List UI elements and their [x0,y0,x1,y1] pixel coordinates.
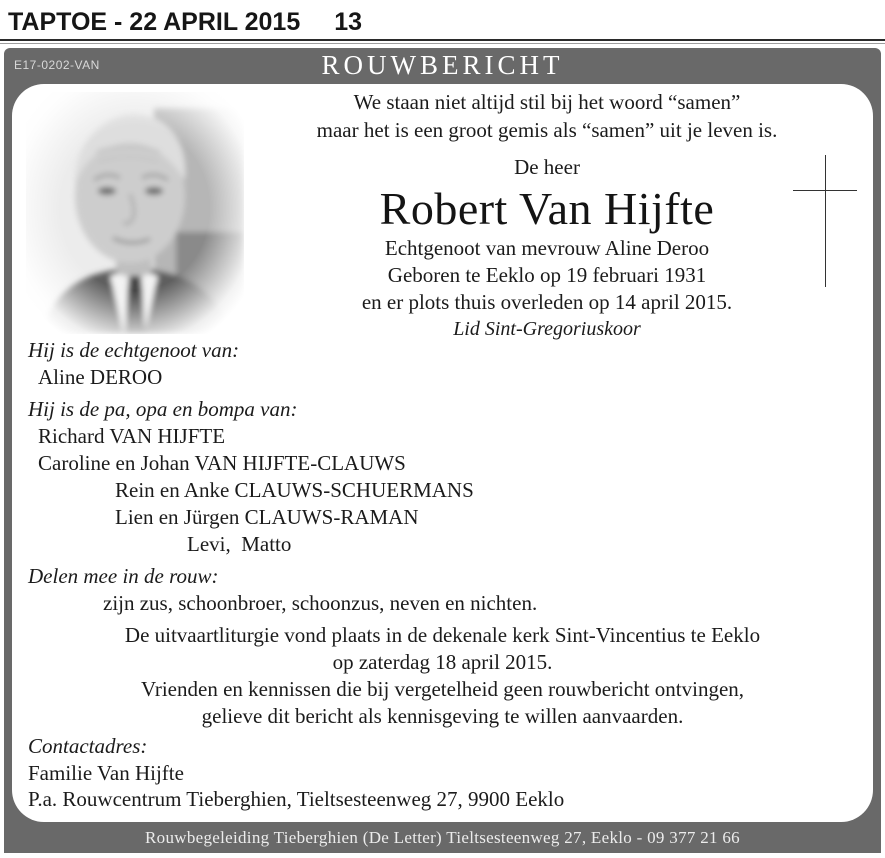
notice-header [242,88,852,343]
family-member: Caroline en Johan VAN HIJFTE-CLAUWS [38,451,406,475]
death-line: en er plots thuis overleden op 14 april 2015. [361,290,733,314]
service-line: gelieve dit bericht als kennisgeving te willen aanvaarden. [201,704,684,728]
family-section-heading: Hij is de pa, opa en bompa van: [28,397,298,421]
service-line: De uitvaartliturgie vond plaats in de dekenale kerk Sint-Vincentius te Eeklo [124,623,761,647]
family-member: Lien en Jürgen CLAUWS-RAMAN [115,505,419,529]
birth-line: Geboren te Eeklo op 19 februari 1931 [387,263,707,287]
contact-line: P.a. Rouwcentrum Tieberghien, Tieltsesteenweg 27, 9900 Eeklo [28,787,565,811]
mourning-line: zijn zus, schoonbroer, schoonzus, neven en nichten. [103,591,538,615]
banner-title: ROUWBERICHT [321,50,564,80]
deceased-name: Robert Van Hijfte [379,183,715,234]
masthead [8,8,877,37]
obituary-card [12,84,873,822]
family-member: Levi, Matto [187,532,292,556]
obituary-ad [4,48,881,853]
spouse-section-heading: Hij is de echtgenoot van: [28,338,240,362]
mourning-section-heading: Delen mee in de rouw: [28,564,219,588]
header-rule [0,39,885,44]
service-section [12,622,873,730]
spouse-name: Aline DEROO [38,365,163,389]
contact-section-heading: Contactadres: [28,734,148,758]
service-line: op zaterdag 18 april 2015. [332,650,553,674]
family-member: Rein en Anke CLAUWS-SCHUERMANS [115,478,474,502]
portrait-image [26,92,244,334]
service-line: Vrienden en kennissen die bij vergetelheid geen rouwbericht ontvingen, [140,677,745,701]
ad-ref-code: E17-0202-VAN [14,58,100,72]
contact-line: Familie Van Hijfte [28,761,184,785]
family-member: Richard VAN HIJFTE [38,424,226,448]
page-number: 13 [334,8,363,36]
epigraph-line-2: maar het is een groot gemis als “samen” uit je leven is. [316,118,778,142]
membership-line: Lid Sint-Gregoriuskoor [453,318,641,340]
epigraph-line-1: We staan niet altijd stil bij het woord “samen” [353,90,741,114]
funeral-home-banner: Rouwbegeleiding Tieberghien (De Letter) Tieltsesteenweg 27, Eeklo - 09 377 21 66 [145,827,740,847]
salutation: De heer [514,155,580,179]
masthead-title: TAPTOE - 22 APRIL 2015 [8,8,301,36]
card-top-region [12,84,873,340]
ad-top-banner [4,48,881,84]
spouse-line: Echtgenoot van mevrouw Aline Deroo [384,236,710,260]
deceased-photo [26,92,244,334]
